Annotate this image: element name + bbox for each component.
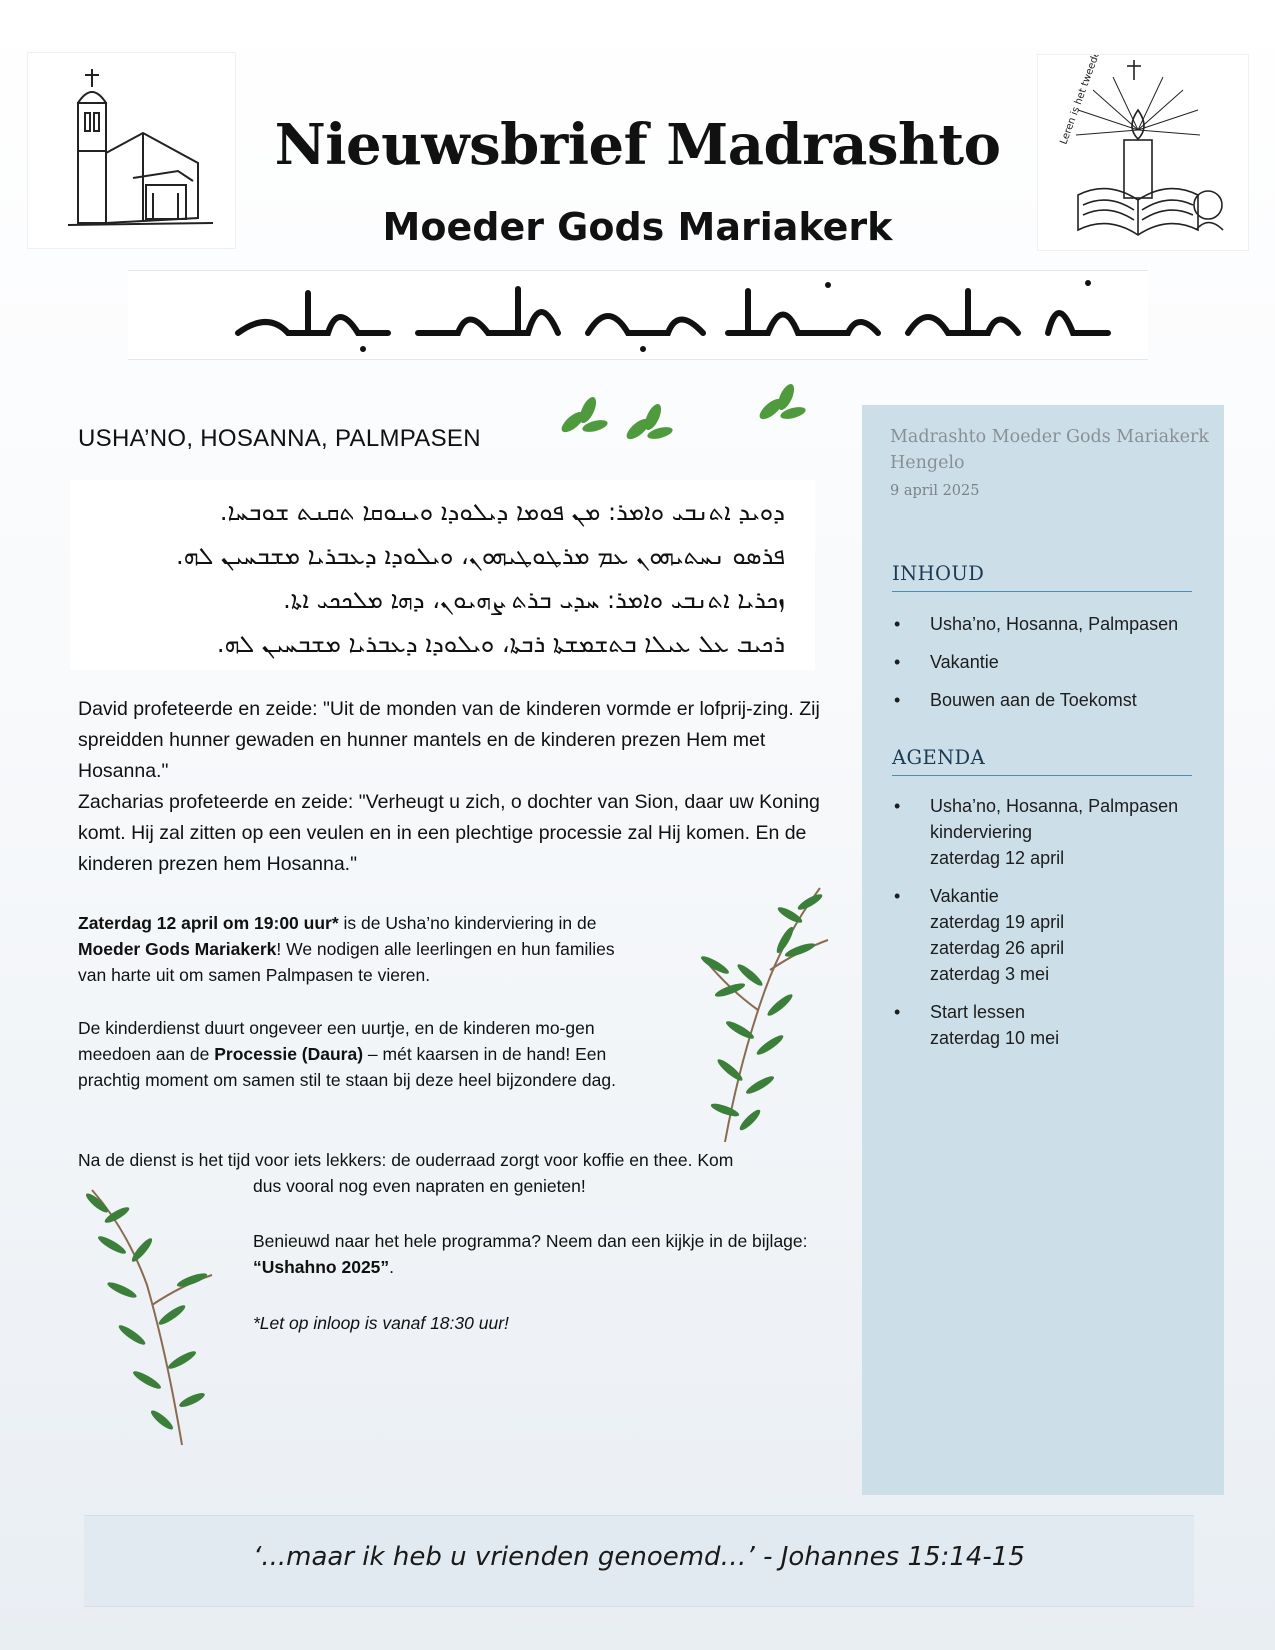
list-item: [892, 883, 1212, 987]
text-span: – mét kaarsen in de hand! Een prachtig moment om samen stil te staan bij deze heel bijzondere dag.: [78, 1044, 616, 1090]
newsletter-subtitle: Moeder Gods Mariakerk: [382, 205, 893, 249]
agenda-line: Start lessen: [930, 1002, 1026, 1022]
agenda-line: zaterdag 10 mei: [930, 1028, 1060, 1048]
agenda-line: Vakantie: [930, 886, 999, 906]
contents-item-label: Vakantie: [930, 652, 999, 672]
syriac-line: ܦܪܣܘ ܢܚܬܝܗܘܢ ܥܡ ܡܪܛܘܛܝܗܘܢ، ܘܝܠܘܕܐ ܕܥܒܪܝܐ ܡܫܒܚܝܢ ܠܗ.: [175, 542, 785, 570]
svg-text:Leren is het tweede licht: Leren is het tweede licht: [1058, 55, 1111, 147]
sidebar-date: 9 april 2025: [890, 483, 980, 499]
bullet-icon: •: [894, 652, 901, 672]
intro-paragraph-david: David profeteerde en zeide: "Uit de monden van de kinderen vormde er lofprij-zing. Zij spreidden hunner gewaden en hunner mantels en de kinderen prezen Hem met Hosanna.": [78, 698, 820, 782]
text-span: ! We nodigen alle leerlingen en hun families van harte uit om samen Palmpasen te vieren.: [78, 939, 615, 985]
syriac-verse-block: [70, 480, 815, 670]
contents-list: [892, 611, 1212, 725]
syriac-line: ܙܟܪܝܐ ܐܬܢܒܝ ܘܐܡܪ: ܚܕܝ ܒܪܬ ܨܗܝܘܢ، ܕܗܐ ܡܠܟܟܝ ܐܬܐ.: [283, 586, 785, 614]
paragraph-procession: [78, 1015, 638, 1093]
list-item: [892, 793, 1212, 871]
contents-item-label: Usha’no, Hosanna, Palmpasen: [930, 614, 1179, 634]
agenda-heading: AGENDA: [892, 746, 1192, 776]
paragraph-program: [253, 1228, 813, 1280]
footer-quote: ‘...maar ik heb u vrienden genoemd…’ - Johannes 15:14-15: [253, 1542, 1025, 1572]
event-date-bold: Zaterdag 12 april om 19:00 uur*: [78, 913, 339, 933]
procession-bold: Processie (Daura): [214, 1044, 364, 1064]
olive-branch-icon: [670, 880, 835, 1150]
text-span: Benieuwd naar het hele programma? Neem dan een kijkje in de bijlage:: [253, 1231, 808, 1251]
olive-leaf-icon: [620, 395, 676, 452]
paragraph-date: [78, 910, 638, 988]
agenda-line: zaterdag 12 april: [930, 848, 1065, 868]
list-item: [892, 611, 1212, 637]
agenda-line: Usha’no, Hosanna, Palmpasen: [930, 796, 1179, 816]
olive-leaf-icon: [753, 375, 809, 432]
agenda-list: [892, 793, 1212, 1063]
olive-branch-icon: [72, 1185, 232, 1455]
newsletter-title: Nieuwsbrief Madrashto: [274, 112, 1001, 178]
attachment-name-bold: “Ushahno 2025”: [253, 1257, 390, 1277]
bullet-icon: •: [894, 690, 901, 710]
text-span: De kinderdienst duurt ongeveer een uurtje, en de kinderen mo-gen meedoen aan de: [78, 1018, 595, 1064]
list-item: [892, 999, 1212, 1051]
agenda-line: zaterdag 3 mei: [930, 964, 1050, 984]
syriac-banner: [128, 270, 1148, 360]
paragraph-note: *Let op inloop is vanaf 18:30 uur!: [253, 1313, 509, 1333]
article-heading: USHA’NO, HOSANNA, PALMPASEN: [78, 425, 481, 452]
bullet-icon: •: [894, 796, 901, 816]
bullet-icon: •: [894, 614, 901, 634]
contents-heading: INHOUD: [892, 562, 1192, 592]
sidebar-organization: Madrashto Moeder Gods Mariakerk Hengelo: [890, 427, 1209, 473]
intro-text: [78, 694, 823, 880]
text-span: is de Usha’no kinderviering in de: [338, 913, 597, 933]
list-item: [892, 649, 1212, 675]
bullet-icon: •: [894, 886, 901, 906]
agenda-line: kinderviering: [930, 822, 1033, 842]
bullet-icon: •: [894, 1002, 901, 1022]
text-span: .: [389, 1257, 395, 1277]
olive-leaf-icon: [555, 388, 611, 445]
list-item: [892, 687, 1212, 713]
agenda-line: zaterdag 26 april: [930, 938, 1065, 958]
text-span: Na de dienst is het tijd voor iets lekkers: de ouderraad zorgt voor koffie en thee. Kom: [78, 1150, 734, 1170]
contents-item-label: Bouwen aan de Toekomst: [930, 690, 1137, 710]
church-name-bold: Moeder Gods Mariakerk: [78, 939, 277, 959]
agenda-line: zaterdag 19 april: [930, 912, 1065, 932]
text-span: dus vooral nog even napraten en genieten!: [253, 1176, 586, 1196]
syriac-line: ܕܘܝܕ ܐܬܢܒܝ ܘܐܡܪ: ܡܢ ܦܘܡܐ ܕܝܠܘܕܐ ܘܝܢܘܩܐ ܬܩܢܬ ܫܘܒܚܐ.: [219, 498, 785, 526]
syriac-line: ܪܟܝܒ ܥܠ ܥܝܠܐ ܒܬܫܡܫܬܐ ܪܒܬܐ، ܘܝܠܘܕܐ ܕܥܒܪܝܐ ܡܫܒܚܝܢ ܠܗ.: [216, 630, 785, 658]
intro-paragraph-zacharias: Zacharias profeteerde en zeide: "Verheugt u zich, o dochter van Sion, daar uw Koning komt. Hij zal zitten op een veulen en in een plechtige processie zal Hij komen. En de kinderen prezen hem Hosanna.": [78, 791, 820, 875]
